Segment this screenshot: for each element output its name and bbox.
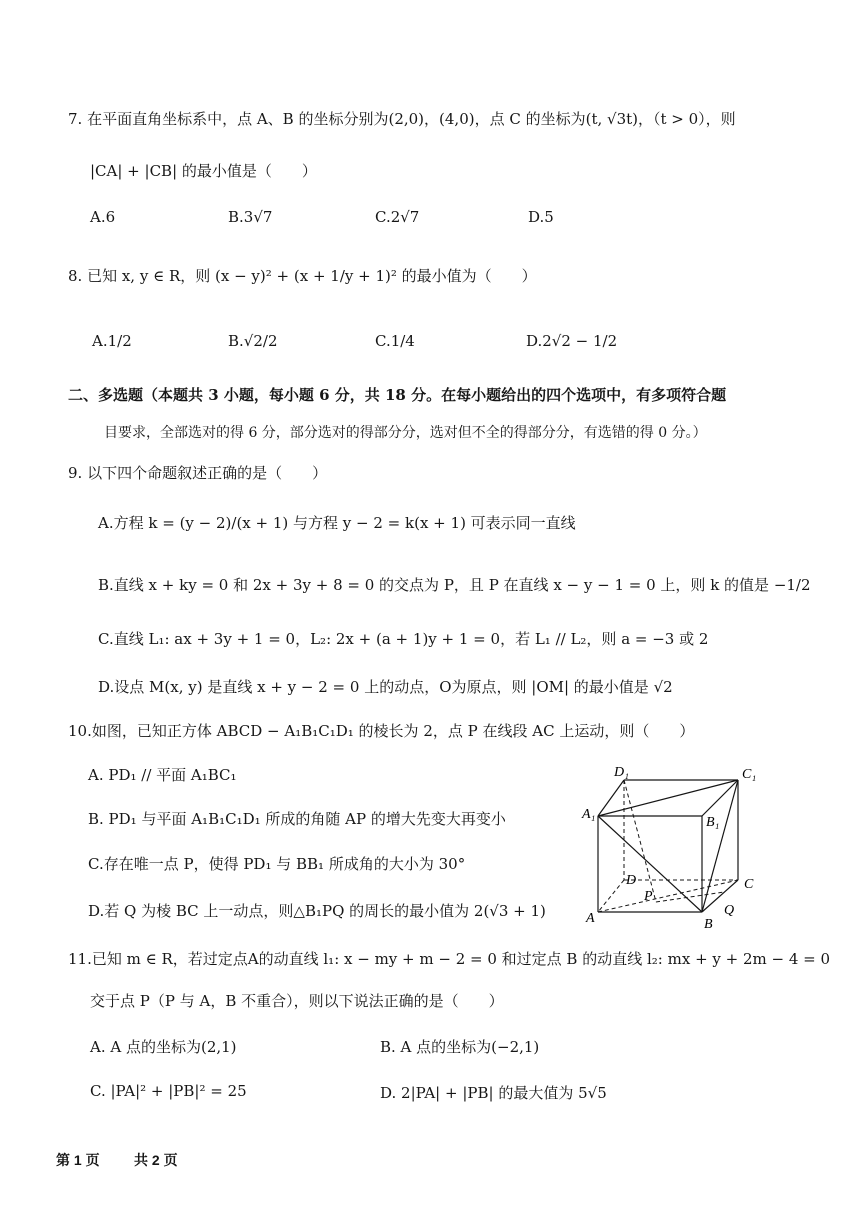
label-b: B bbox=[704, 917, 713, 930]
q9-option-c: C.直线 L₁: ax + 3y + 1 = 0，L₂: 2x + (a + 1)y + 1 = 0，若 L₁ // L₂，则 a = −3 或 2 bbox=[98, 630, 709, 648]
label-a: A bbox=[586, 911, 595, 926]
q9-stem: 9. 以下四个命题叙述正确的是（ ） bbox=[68, 464, 328, 482]
q7-option-b: B.3√7 bbox=[228, 208, 273, 226]
q9-option-b: B.直线 x + ky = 0 和 2x + 3y + 8 = 0 的交点为 P，且 P 在直线 x − y − 1 = 0 上，则 k 的值是 −1/2 bbox=[98, 576, 811, 594]
q7-option-a: A.6 bbox=[90, 208, 116, 226]
label-d1: D₁ bbox=[614, 765, 629, 780]
q11-stem: 11.已知 m ∈ R，若过定点A的动直线 l₁: x − my + m − 2 = 0 和过定点 B 的动直线 l₂: mx + y + 2m − 4 = 0 bbox=[68, 950, 831, 968]
section2-heading-cont: 目要求，全部选对的得 6 分，部分选对的得部分分，选对但不全的得部分分，有选错的得 0 分。） bbox=[104, 425, 707, 441]
q11-option-b: B. A 点的坐标为(−2,1) bbox=[380, 1038, 540, 1056]
cube-figure bbox=[576, 762, 776, 930]
q10-option-b: B. PD₁ 与平面 A₁B₁C₁D₁ 所成的角随 AP 的增大先变大再变小 bbox=[88, 810, 506, 828]
q8-option-b: B.√2/2 bbox=[228, 332, 278, 350]
label-c: C bbox=[744, 877, 754, 892]
q11-option-c: C. |PA|² + |PB|² = 25 bbox=[90, 1082, 247, 1100]
label-c1: C₁ bbox=[742, 767, 757, 782]
q7-stem: 7. 在平面直角坐标系中，点 A、B 的坐标分别为(2,0)，(4,0)，点 C 的坐标为(t, √3t)，（t > 0），则 bbox=[68, 110, 736, 128]
q8-option-a: A.1/2 bbox=[92, 332, 132, 350]
q8-stem: 8. 已知 x, y ∈ R，则 (x − y)² + (x + 1/y + 1)² 的最小值为（ ） bbox=[68, 267, 537, 285]
q9-option-d: D.设点 M(x, y) 是直线 x + y − 2 = 0 上的动点，O为原点，则 |OM| 的最小值是 √2 bbox=[98, 678, 673, 696]
q7-option-c: C.2√7 bbox=[375, 208, 420, 226]
label-p: P bbox=[644, 889, 653, 904]
label-a1: A₁ bbox=[582, 807, 596, 822]
q8-option-d: D.2√2 − 1/2 bbox=[526, 332, 618, 350]
q10-stem: 10.如图，已知正方体 ABCD − A₁B₁C₁D₁ 的棱长为 2，点 P 在线段 AC 上运动，则（ ） bbox=[68, 722, 695, 740]
q10-option-d: D.若 Q 为棱 BC 上一动点，则△B₁PQ 的周长的最小值为 2(√3 + 1) bbox=[88, 902, 546, 920]
q8-option-c: C.1/4 bbox=[375, 332, 415, 350]
q11-option-d: D. 2|PA| + |PB| 的最大值为 5√5 bbox=[380, 1084, 607, 1102]
label-q: Q bbox=[724, 903, 735, 918]
q11-option-a: A. A 点的坐标为(2,1) bbox=[90, 1038, 237, 1056]
q7-stem-cont: |CA| + |CB| 的最小值是（ ） bbox=[90, 162, 317, 180]
label-d: D bbox=[626, 873, 637, 888]
footer-page-number: 第 1 页 bbox=[56, 1152, 100, 1168]
footer-total-pages: 共 2 页 bbox=[134, 1152, 178, 1168]
section2-heading: 二、多选题（本题共 3 小题，每小题 6 分，共 18 分。在每小题给出的四个选项中，有多项符合题 bbox=[68, 386, 727, 404]
label-b1: B₁ bbox=[706, 815, 720, 830]
q11-stem-cont: 交于点 P（P 与 A，B 不重合），则以下说法正确的是（ ） bbox=[90, 992, 504, 1010]
q9-option-a: A.方程 k = (y − 2)/(x + 1) 与方程 y − 2 = k(x + 1) 可表示同一直线 bbox=[98, 514, 576, 532]
q10-option-a: A. PD₁ // 平面 A₁BC₁ bbox=[88, 766, 237, 784]
q7-option-d: D.5 bbox=[528, 208, 554, 226]
q10-option-c: C.存在唯一点 P，使得 PD₁ 与 BB₁ 所成角的大小为 30° bbox=[88, 855, 466, 873]
